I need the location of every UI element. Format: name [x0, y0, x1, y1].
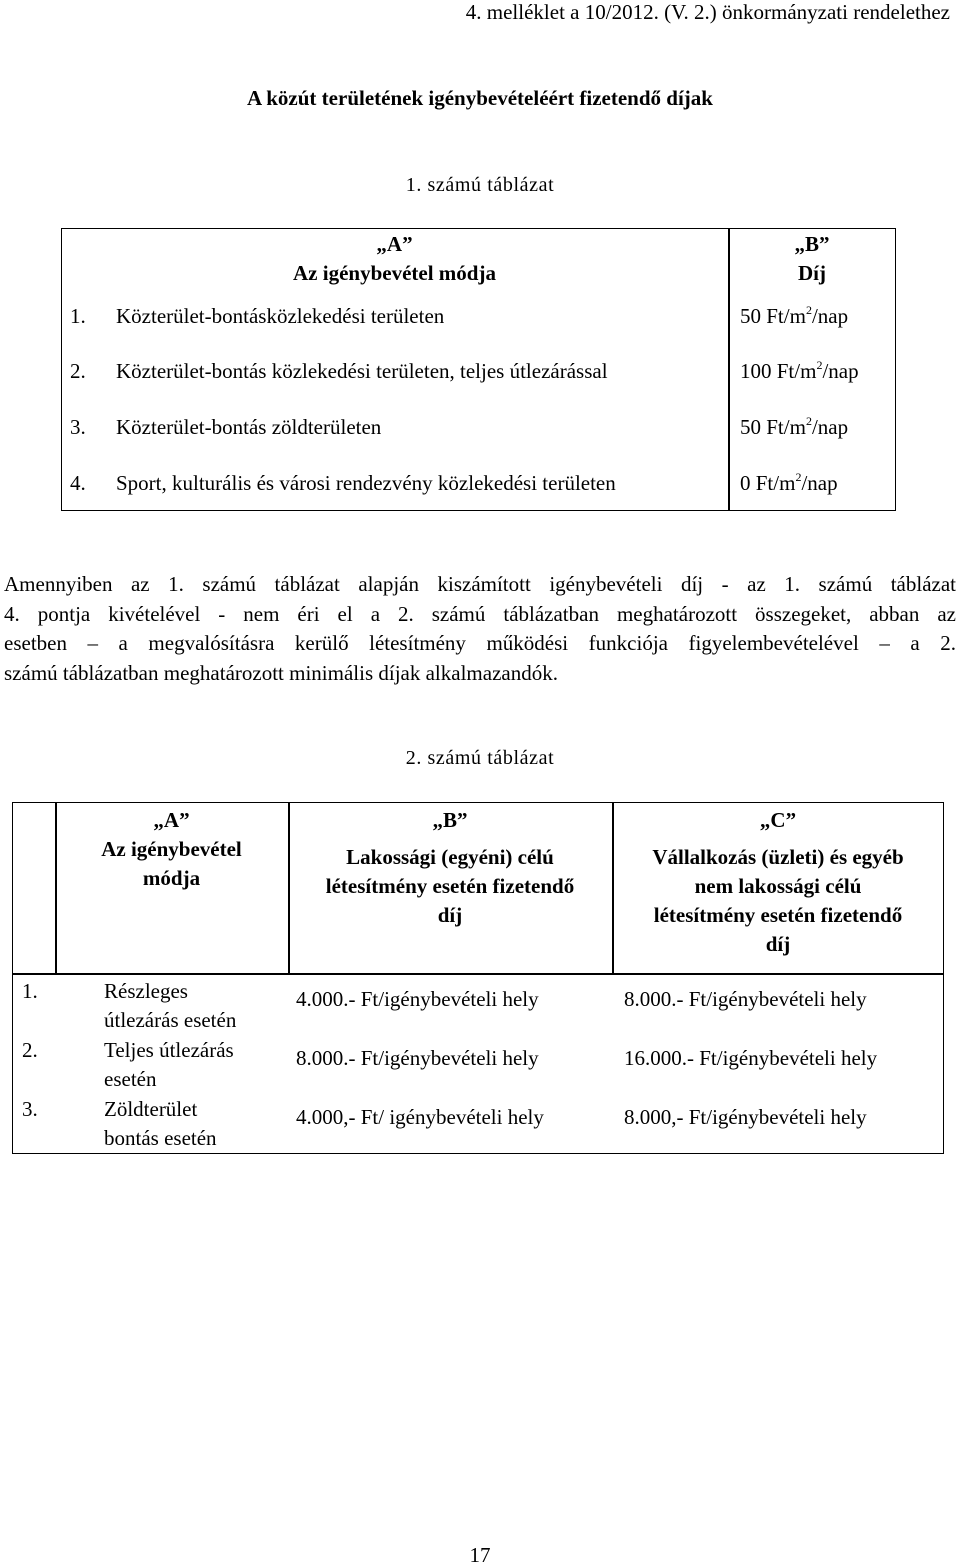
row-fee: 50 $Ft/m^2$/nap [740, 303, 849, 328]
row-description: Közterület-bontás zöldterületen [116, 415, 382, 439]
table2-col-c-header: „C” Vállalkozás (üzleti) és egyéb nem lakossági célú létesítmény esetén fizetendő díj [652, 808, 904, 956]
table2-col-b-header: „B” Lakossági (egyéni) célú létesítmény esetén fizetendő díj [325, 808, 575, 927]
row-description: útlezárás esetén [104, 1008, 237, 1032]
row-number: 4. [70, 471, 86, 495]
row-number: 1. [22, 979, 38, 1003]
page-title: A közút területének igénybevételéért fizetendő díjak [247, 86, 713, 110]
table1-col-b-label: Díj [798, 261, 826, 285]
row-fee-c: 8.000.- Ft/igénybevételi hely [624, 987, 867, 1011]
table1-col-a-letter: „A” [376, 232, 413, 256]
row-description: Sport, kulturális és városi rendezvény közlekedési területen [116, 471, 616, 495]
row-fee-b: 4.000.- Ft/igénybevételi hely [296, 987, 539, 1011]
table1-col-a-label: Az igénybevétel módja [293, 261, 496, 285]
row-fee-c: 8.000,- Ft/igénybevételi hely [624, 1105, 867, 1129]
explanatory-paragraph [4, 570, 956, 688]
page-number: 17 [469, 1543, 491, 1567]
row-fee: 50 $Ft/m^2$/nap [740, 414, 849, 439]
paragraph-line: számú táblázatban meghatározott minimális díjak alkalmazandók. [4, 660, 558, 685]
row-description: Teljes útlezárás [104, 1038, 234, 1062]
table2-header-divider [12, 973, 944, 975]
table1-caption: 1. számú táblázat [405, 174, 555, 196]
table2-caption: 2. számú táblázat [405, 747, 555, 769]
row-fee: 0 $Ft/m^2$/nap [740, 470, 838, 495]
row-number: 3. [22, 1097, 38, 1121]
paragraph-line: 4. pontja kivételével - nem éri el a 2. számú táblázatban meghatározott összegeket, abban az [4, 601, 956, 626]
row-description: Közterület-bontás közlekedési területen, teljes útlezárással [116, 359, 608, 383]
row-fee-b: 4.000,- Ft/ igénybevételi hely [296, 1105, 544, 1129]
table2-col-a-header: „A” Az igénybevétel módja [101, 808, 242, 890]
annex-header: 4. melléklet a 10/2012. (V. 2.) önkormányzati rendelethez [465, 0, 950, 24]
row-fee-c: 16.000.- Ft/igénybevételi hely [624, 1046, 878, 1070]
paragraph-line: Amennyiben az 1. számú táblázat alapján kiszámított igénybevételi díj - az 1. számú táblázat [4, 572, 956, 596]
row-fee-b: 8.000.- Ft/igénybevételi hely [296, 1046, 539, 1070]
row-description: Zöldterület [104, 1097, 198, 1121]
row-description: Közterület-bontásközlekedési területen [116, 304, 445, 328]
row-description: esetén [104, 1067, 157, 1091]
row-fee: 100 $Ft/m^2$/nap [740, 358, 859, 383]
row-number: 2. [70, 359, 86, 383]
row-number: 3. [70, 415, 86, 439]
row-description: Részleges [104, 979, 188, 1003]
paragraph-line: esetben – a megvalósításra kerülő létesítmény működési funkciója figyelembevételével – a 2. [4, 631, 956, 655]
row-description: bontás esetén [104, 1126, 217, 1150]
row-number: 1. [70, 304, 86, 328]
row-number: 2. [22, 1038, 38, 1062]
table1-col-b-letter: „B” [794, 232, 830, 256]
